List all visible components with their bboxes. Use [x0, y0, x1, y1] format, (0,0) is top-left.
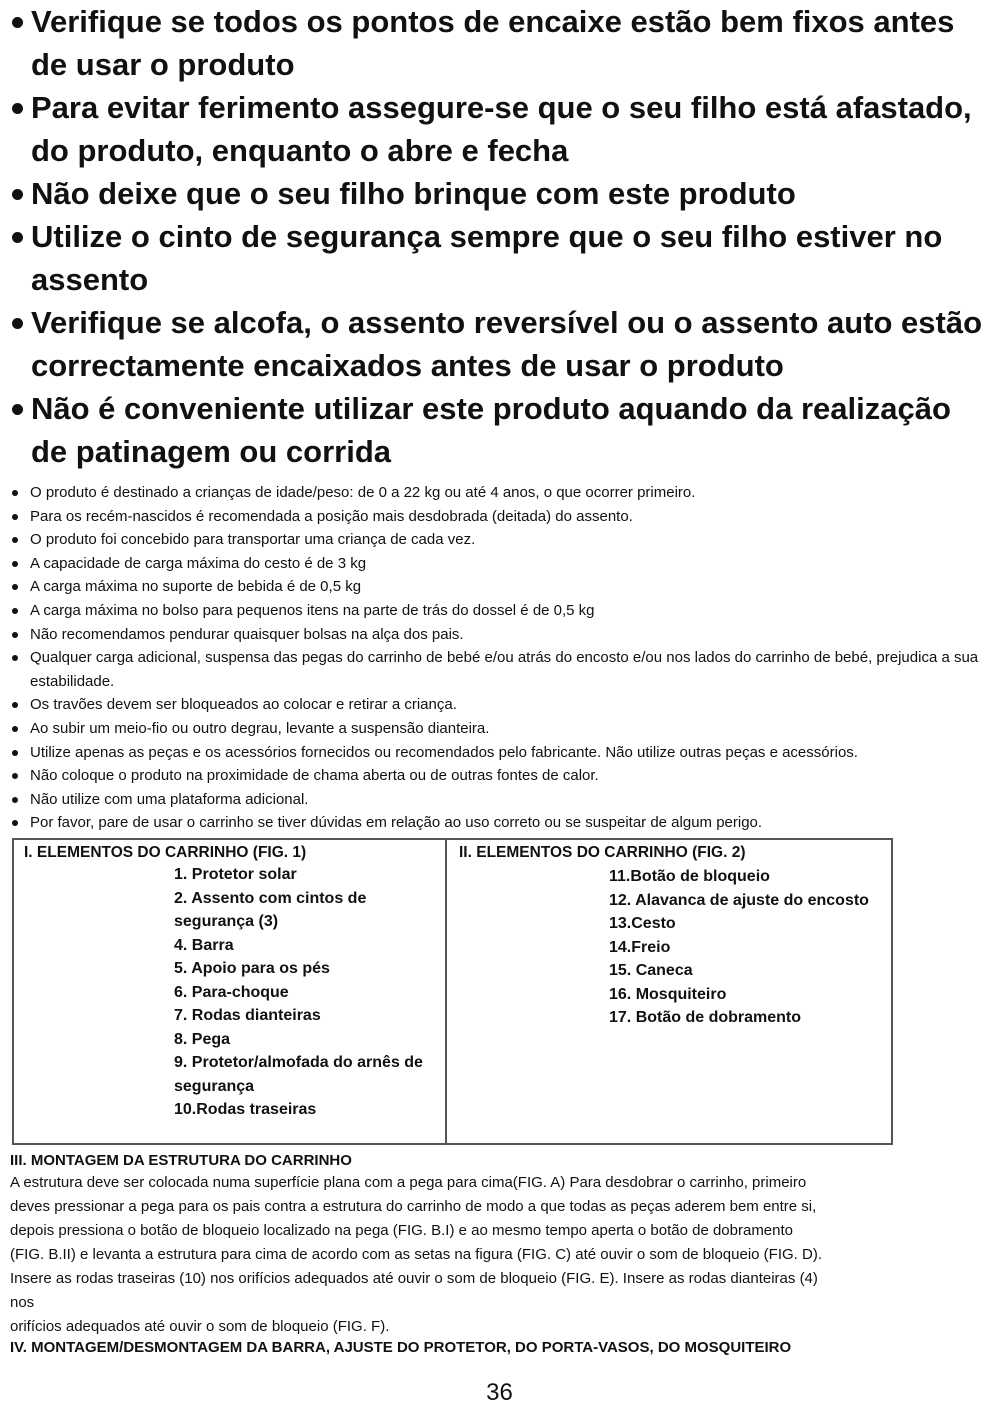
small-warning-text: O produto foi concebido para transportar uma criança de cada vez.	[30, 531, 476, 549]
element-item: 4. Barra	[174, 936, 234, 954]
element-item: 1. Protetor solar	[174, 866, 297, 883]
elements-fig2-list	[609, 865, 889, 1030]
small-warning-text: Para os recém-nascidos é recomendada a posição mais desdobrada (deitada) do assento.	[30, 507, 633, 525]
bullet-icon	[12, 318, 23, 329]
element-item: 5. Apoio para os pés	[174, 960, 330, 977]
large-warning-item	[10, 86, 995, 172]
element-item: 7. Rodas dianteiras	[174, 1007, 321, 1024]
small-warning-item	[10, 505, 985, 529]
large-warning-item	[10, 387, 995, 473]
bullet-icon	[12, 820, 18, 826]
bullet-icon	[12, 797, 18, 803]
bullet-icon	[12, 103, 23, 114]
small-warning-text: Não utilize com uma plataforma adicional.	[30, 790, 309, 808]
small-warning-text: A capacidade de carga máxima do cesto é de 3 kg	[30, 554, 367, 572]
element-item: 6. Para-choque	[174, 983, 289, 1001]
bullet-icon	[12, 726, 18, 732]
small-warning-item	[10, 552, 985, 576]
large-warning-item	[10, 0, 995, 86]
large-warning-text: Verifique se alcofa, o assento reversível ou o assento auto estão correctamente encaixados antes de usar o produto	[31, 305, 983, 383]
small-warning-text: A carga máxima no bolso para pequenos itens na parte de trás do dossel é de 0,5 kg	[30, 601, 595, 619]
small-warning-item	[10, 528, 985, 552]
small-warning-item	[10, 764, 985, 788]
bullet-icon	[12, 514, 18, 520]
elements-fig2-title: II. ELEMENTOS DO CARRINHO (FIG. 2)	[459, 844, 746, 861]
element-item: 15. Caneca	[609, 962, 693, 979]
small-warning-text: Qualquer carga adicional, suspensa das pegas do carrinho de bebé e/ou atrás do encosto e/ou nos lados do carrinho de bebé, prejudica a sua estabilidade.	[30, 649, 979, 690]
bullet-icon	[12, 584, 18, 590]
elements-fig2-column	[447, 840, 891, 1143]
small-warning-text: Não coloque o produto na proximidade de chama aberta ou de outras fontes de calor.	[30, 767, 599, 785]
element-item: 10.Rodas traseiras	[174, 1101, 317, 1118]
element-item: 9. Protetor/almofada do arnês de segurança	[174, 1054, 423, 1095]
element-item: 8. Pega	[174, 1030, 231, 1048]
bullet-icon	[12, 561, 18, 567]
small-warning-item	[10, 599, 985, 623]
element-item: 2. Assento com cintos de segurança (3)	[174, 889, 367, 930]
element-item: 16. Mosquiteiro	[609, 985, 727, 1003]
small-warning-item	[10, 717, 985, 741]
small-warning-text: Não recomendamos pendurar quaisquer bolsas na alça dos pais.	[30, 625, 464, 643]
element-item: 17. Botão de dobramento	[609, 1009, 802, 1026]
large-warnings-list	[10, 0, 995, 473]
section-iii-line: deves pressionar a pega para os pais contra a estrutura do carrinho de modo a que todas as peças aderem bem entre si,	[10, 1198, 817, 1215]
bullet-icon	[12, 702, 18, 708]
bullet-icon	[12, 750, 18, 756]
large-warning-text: Verifique se todos os pontos de encaixe estão bem fixos antes de usar o produto	[31, 4, 955, 82]
section-iii-line: nos	[10, 1294, 35, 1311]
section-iv-title: IV. MONTAGEM/DESMONTAGEM DA BARRA, AJUSTE DO PROTETOR, DO PORTA-VASOS, DO MOSQUITEIRO	[10, 1339, 792, 1356]
small-warning-item	[10, 646, 985, 693]
section-iii-line: Insere as rodas traseiras (10) nos orifícios adequados até ouvir o som de bloqueio (FIG. E). Insere as rodas dianteiras (4)	[10, 1270, 818, 1287]
section-iii	[10, 1151, 985, 1339]
large-warning-text: Não é conveniente utilizar este produto aquando da realização de patinagem ou corrida	[31, 391, 951, 469]
element-item: 12. Alavanca de ajuste do encosto	[609, 891, 869, 909]
bullet-icon	[12, 773, 18, 779]
large-warning-item	[10, 301, 995, 387]
page-number: 36	[486, 1379, 513, 1406]
section-iii-line: A estrutura deve ser colocada numa superfície plana com a pega para cima(FIG. A) Para desdobrar o carrinho, primeiro	[10, 1174, 807, 1191]
small-warnings-list	[10, 481, 985, 835]
elements-fig1-column	[14, 840, 447, 1143]
large-warning-text: Utilize o cinto de segurança sempre que o seu filho estiver no assento	[31, 219, 943, 297]
element-item: 11.Botão de bloqueio	[609, 868, 770, 885]
element-item: 13.Cesto	[609, 915, 676, 932]
small-warning-text: Por favor, pare de usar o carrinho se tiver dúvidas em relação ao uso correto ou se suspeitar de algum perigo.	[30, 814, 763, 832]
small-warning-text: Os travões devem ser bloqueados ao colocar e retirar a criança.	[30, 696, 457, 714]
section-iii-line: depois pressiona o botão de bloqueio localizado na pega (FIG. B.I) e ao mesmo tempo aperta o botão de dobramento	[10, 1222, 794, 1239]
section-iii-line: (FIG. B.II) e levanta a estrutura para cima de acordo com as setas na figura (FIG. C) até ouvir o som de bloqueio (FIG. D).	[10, 1246, 822, 1263]
large-warning-text: Não deixe que o seu filho brinque com este produto	[31, 176, 796, 211]
small-warning-item	[10, 741, 985, 765]
elements-fig1-title: I. ELEMENTOS DO CARRINHO (FIG. 1)	[24, 844, 307, 861]
bullet-icon	[12, 490, 18, 496]
small-warning-text: A carga máxima no suporte de bebida é de 0,5 kg	[30, 578, 362, 596]
bullet-icon	[12, 655, 18, 661]
bullet-icon	[12, 537, 18, 543]
large-warning-item	[10, 215, 995, 301]
large-warning-text: Para evitar ferimento assegure-se que o seu filho está afastado, do produto, enquanto o abre e fecha	[31, 90, 972, 168]
small-warning-item	[10, 481, 985, 505]
small-warning-item	[10, 575, 985, 599]
section-iii-line: orifícios adequados até ouvir o som de bloqueio (FIG. F).	[10, 1318, 390, 1335]
elements-table	[12, 838, 893, 1145]
bullet-icon	[12, 17, 23, 28]
small-warning-text: O produto é destinado a crianças de idade/peso: de 0 a 22 kg ou até 4 anos, o que ocorrer primeiro.	[30, 484, 696, 501]
small-warning-item	[10, 623, 985, 647]
bullet-icon	[12, 632, 18, 638]
small-warning-item	[10, 788, 985, 812]
bullet-icon	[12, 232, 23, 243]
small-warning-item	[10, 693, 985, 717]
small-warning-item	[10, 811, 985, 835]
bullet-icon	[12, 189, 23, 200]
element-item: 14.Freio	[609, 938, 671, 956]
section-iii-title: III. MONTAGEM DA ESTRUTURA DO CARRINHO	[10, 1152, 352, 1169]
elements-fig1-list	[174, 863, 439, 1122]
large-warning-item	[10, 172, 995, 215]
small-warning-text: Utilize apenas as peças e os acessórios fornecidos ou recomendados pelo fabricante. Não utilize outras peças e acessórios.	[30, 743, 858, 761]
bullet-icon	[12, 404, 23, 415]
bullet-icon	[12, 608, 18, 614]
section-iii-body	[10, 1171, 985, 1339]
small-warning-text: Ao subir um meio-fio ou outro degrau, levante a suspensão dianteira.	[30, 719, 490, 737]
